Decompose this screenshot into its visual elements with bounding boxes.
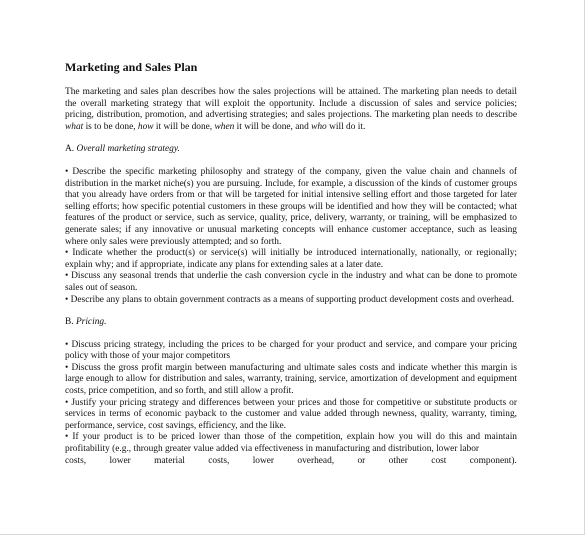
final-line-word: component). (469, 455, 517, 466)
section-a-bullet: • Describe any plans to obtain government contracts as a means of supporting product development costs and overhead. (65, 294, 514, 305)
final-line-word: overhead, (297, 455, 335, 466)
section-b-bullet: • If your product is to be priced lower than those of the competition, explain how you will do this and maintain profitability (e.g., through greater value added via effectiveness in manufacturing and distribution, lower labor (65, 432, 517, 455)
final-line-word: lower (252, 455, 275, 466)
section-a-bullet: • Describe the specific marketing philosophy and strategy of the company, given the value chain and channels of distribution in the market niche(s) you are pursuing. Include, for example, a discussion of the kinds of customer groups that you already have orders from or that will be targeted for initial intensive selling effort and those targeted for later selling efforts; how specific potential customers in these groups will be identified and how they will be contacted; what features of the product or service, such as service, quality, price, delivery, warranty, or training, will be emphasized to generate sales; if any innovative or unusual marketing concepts will enhance customer acceptance, such as leasing where only sales were previously attempted; and so forth. (65, 166, 517, 247)
intro-emphasis-what: what (65, 121, 84, 132)
final-line-word: material (154, 455, 185, 466)
section-a-label: A. (65, 144, 77, 155)
section-b-bullet: • Discuss the gross profit margin between manufacturing and ultimate sales costs and indicate whether this margin is large enough to allow for distribution and sales, warranty, training, service, amortization of development and equipment costs, price competition, and so forth, and still allow a profit. (65, 362, 517, 397)
section-a-bullet: • Indicate whether the product(s) or service(s) will initially be introduced internationally, nationally, or regionally; explain why; and if appropriate, indicate any plans for extending sales at a later date. (65, 248, 517, 270)
intro-text: it will be done, and (234, 121, 312, 132)
intro-text: will do it. (326, 121, 366, 132)
intro-emphasis-when: when (214, 121, 235, 132)
intro-emphasis-who: who (311, 121, 327, 132)
intro-text: it will be done, (153, 121, 215, 132)
final-line-word: costs, (65, 455, 87, 466)
final-line-word: or (357, 455, 366, 466)
section-b-final-line (65, 456, 517, 468)
page-title: Marketing and Sales Plan (65, 60, 198, 74)
document-body (65, 60, 517, 467)
section-a-heading (65, 144, 517, 156)
section-b-bullet: • Justify your pricing strategy and differences between your prices and those for competitive or substitute products or services in terms of economic payback to the customer and value added through newness, quality, warranty, timing, performance, service, cost savings, efficiency, and the like. (65, 397, 517, 431)
intro-text: is to be done, (83, 121, 138, 132)
intro-emphasis-how: how (137, 121, 154, 132)
intro-paragraph (65, 87, 517, 133)
section-a-title: Overall marketing strategy. (76, 144, 180, 155)
section-b-heading (65, 317, 517, 329)
final-line-word: cost (431, 455, 447, 466)
section-b-title: Pricing. (75, 317, 107, 328)
section-b-label: B. (65, 317, 76, 328)
final-line-word: costs, (208, 455, 230, 466)
final-line-word: lower (109, 455, 131, 466)
section-a-bullet: • Discuss any seasonal trends that underlie the cash conversion cycle in the industry and what can be done to promote sales out of season. (65, 271, 517, 293)
section-b-bullet: • Discuss pricing strategy, including the prices to be charged for your product and service, and compare your pricing policy with those of your major competitors (65, 339, 517, 362)
intro-text: The marketing and sales plan describes how the sales projections will be attained. The marketing plan needs to detail the overall marketing strategy that will exploit the opportunity. Include a discussion of sales and service policies; pricing, distribution, promotion, and advertising strategies; and sales projections. The marketing plan needs to describe (65, 87, 517, 121)
final-line-word: other (388, 455, 408, 466)
